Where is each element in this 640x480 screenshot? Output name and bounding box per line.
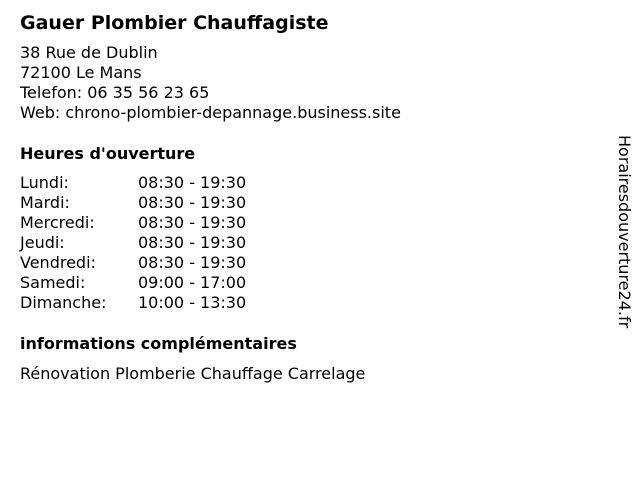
day-label: Mardi: <box>20 193 70 212</box>
site-watermark: Horairesdouverture24.fr <box>615 135 634 329</box>
opening-hours-table <box>20 173 246 313</box>
business-contact <box>20 43 401 123</box>
day-label: Dimanche: <box>20 293 107 312</box>
hours-row-monday <box>20 173 246 193</box>
street-address: 38 Rue de Dublin <box>20 43 158 62</box>
hours-row-sunday <box>20 293 246 313</box>
hours-row-wednesday <box>20 213 246 233</box>
time-range: 08:30 - 19:30 <box>138 253 247 272</box>
additional-info-text: Rénovation Plomberie Chauffage Carrelage <box>20 364 366 383</box>
day-label: Samedi: <box>20 273 86 292</box>
opening-hours-heading: Heures d'ouverture <box>20 144 196 163</box>
city-postcode: 72100 Le Mans <box>20 63 142 82</box>
time-range: 08:30 - 19:30 <box>138 173 247 192</box>
time-range: 08:30 - 19:30 <box>138 213 247 232</box>
time-range: 10:00 - 13:30 <box>138 293 247 312</box>
website: Web: chrono-plombier-depannage.business.site <box>20 103 401 122</box>
phone-number: Telefon: 06 35 56 23 65 <box>20 83 210 102</box>
day-label: Jeudi: <box>20 233 65 252</box>
day-label: Lundi: <box>20 173 69 192</box>
hours-row-tuesday <box>20 193 246 213</box>
hours-row-thursday <box>20 233 246 253</box>
business-name: Gauer Plombier Chauffagiste <box>20 12 329 34</box>
time-range: 09:00 - 17:00 <box>138 273 247 292</box>
time-range: 08:30 - 19:30 <box>138 233 247 252</box>
hours-row-saturday <box>20 273 246 293</box>
hours-row-friday <box>20 253 246 273</box>
day-label: Vendredi: <box>20 253 96 272</box>
additional-info-heading: informations complémentaires <box>20 334 297 353</box>
time-range: 08:30 - 19:30 <box>138 193 247 212</box>
day-label: Mercredi: <box>20 213 95 232</box>
